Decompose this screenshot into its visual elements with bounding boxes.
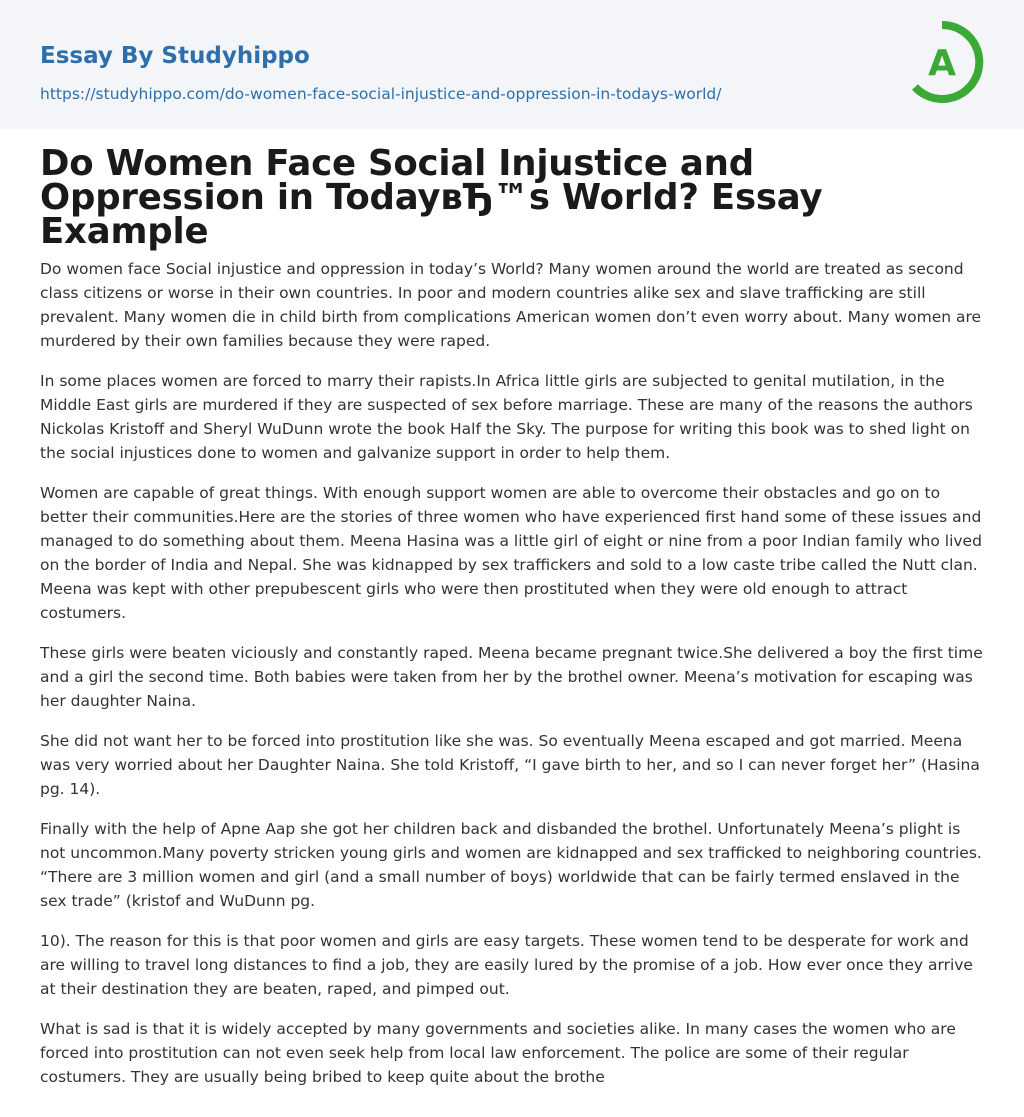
article-paragraph: 10). The reason for this is that poor women and girls are easy targets. These women tend to be desperate for work and are willing to travel long distances to find a job, they are easily lured by the promise of a job. How ever once they arrive at their destination they are beaten, raped, and pimped out. (40, 932, 973, 998)
article-paragraph: These girls were beaten viciously and constantly raped. Meena became pregnant twice.She delivered a boy the first time and a girl the second time. Both babies were taken from her by the brothel owner. Meena’s motivation for escaping was her daughter Naina. (40, 644, 983, 710)
page-url-link[interactable]: https://studyhippo.com/do-women-face-social-injustice-and-oppression-in-todays-world/ (40, 85, 722, 103)
article-paragraph: Finally with the help of Apne Aap she got her children back and disbanded the brothel. Unfortunately Meena’s plight is not uncommon.Many poverty stricken young girls and women are kidnapped and sex trafficked to neighboring countries. “There are 3 million women and girl (and a small number of boys) worldwide that can be fairly termed enslaved in the sex trade” (kristof and WuDunn pg. (40, 820, 982, 910)
studyhippo-logo-icon[interactable] (900, 20, 984, 104)
article-paragraph: She did not want her to be forced into prostitution like she was. So eventually Meena escaped and got married. Meena was very worried about her Daughter Naina. She told Kristoff, “I gave birth to her, and so I can never forget her” (Hasina pg. 14). (40, 732, 980, 798)
article (0, 143, 1024, 1089)
article-paragraph: In some places women are forced to marry their rapists.In Africa little girls are subjected to genital mutilation, in the Middle East girls are murdered if they are suspected of sex before marriage. These are many of the reasons the authors Nickolas Kristoff and Sheryl WuDunn wrote the book Half the Sky. The purpose for writing this book was to shed light on the social injustices done to women and galvanize support in order to help them. (40, 372, 973, 462)
article-title: Do Women Face Social Injustice and Oppression in TodayвЂ™s World? Essay Example (40, 143, 823, 252)
site-header (0, 0, 1024, 129)
site-brand[interactable]: Essay By Studyhippo (40, 43, 310, 69)
article-paragraph: Women are capable of great things. With enough support women are able to overcome their obstacles and go on to better their communities.Here are the stories of three women who have experienced first hand some of these issues and managed to do something about them. Meena Hasina was a little girl of eight or nine from a poor Indian family who lived on the border of India and Nepal. She was kidnapped by sex traffickers and sold to a low caste tribe called the Nutt clan. Meena was kept with other prepubescent girls who were then prostituted when they were old enough to attract costumers. (40, 484, 982, 622)
article-paragraph: What is sad is that it is widely accepted by many governments and societies alike. In many cases the women who are forced into prostitution can not even seek help from local law enforcement. The police are some of their regular costumers. They are usually being bribed to keep quite about the brothe (40, 1020, 956, 1086)
article-paragraph: Do women face Social injustice and oppression in today’s World? Many women around the world are treated as second class citizens or worse in their own countries. In poor and modern countries alike sex and slave trafficking are still prevalent. Many women die in child birth from complications American women don’t even worry about. Many women are murdered by their own families because they were raped. (40, 260, 982, 350)
logo-letter: A (928, 43, 956, 84)
